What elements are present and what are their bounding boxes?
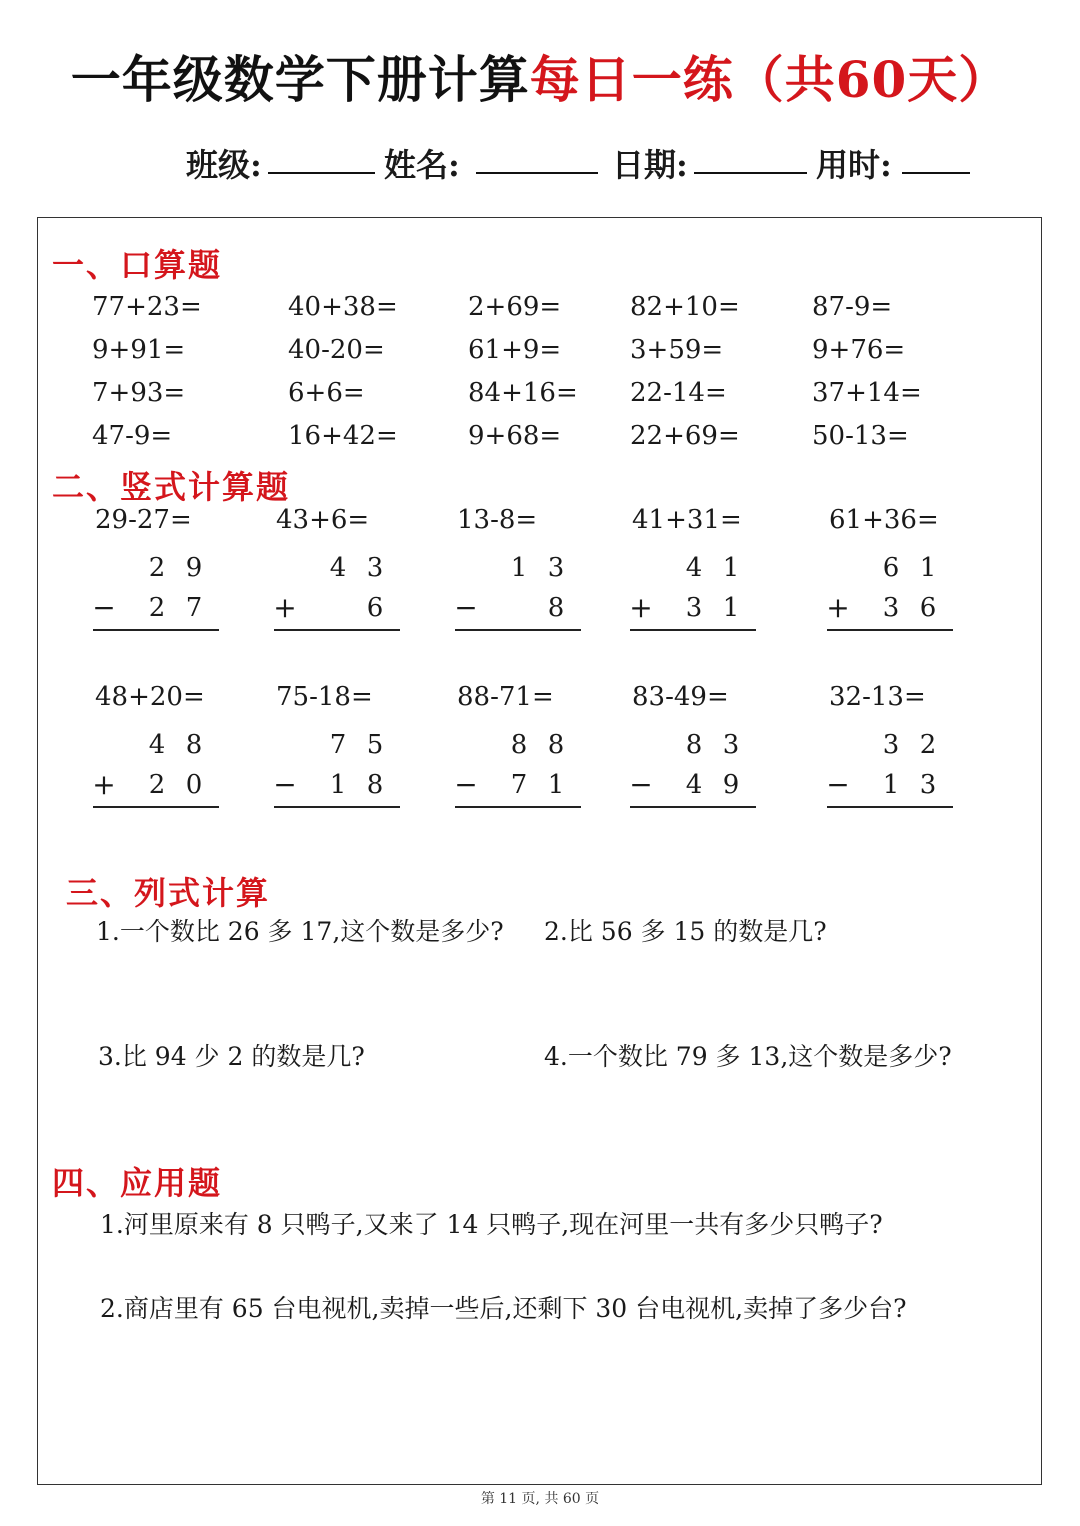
oral-equation: 77+23= (92, 292, 202, 322)
vertical-equation: 88-71= (457, 682, 554, 712)
vertical-answer-line (630, 806, 756, 808)
oral-equation: 16+42= (288, 421, 398, 451)
time-blank[interactable] (902, 172, 970, 174)
vertical-answer-line (93, 629, 219, 631)
vertical-bottom-digit: 3 (882, 593, 900, 623)
vertical-answer-line (455, 629, 581, 631)
page-title (0, 40, 1080, 112)
vertical-equation: 13-8= (457, 505, 538, 535)
vertical-top-digit: 4 (329, 553, 347, 583)
vertical-top-digit: 1 (510, 553, 528, 583)
expression-problem: 1.一个数比 26 多 17,这个数是多少? (96, 917, 504, 946)
vertical-bottom-digit: 6 (366, 593, 384, 623)
vertical-top-digit: 1 (919, 553, 937, 583)
oral-equation: 9+68= (468, 421, 562, 451)
vertical-top-digit: 8 (510, 730, 528, 760)
vertical-top-digit: 3 (722, 730, 740, 760)
vertical-answer-line (827, 806, 953, 808)
vertical-top-digit: 8 (685, 730, 703, 760)
expression-problem: 2.比 56 多 15 的数是几? (544, 917, 827, 946)
vertical-bottom-digit: 1 (547, 770, 565, 800)
oral-equation: 61+9= (468, 335, 562, 365)
vertical-bottom-digit: 9 (722, 770, 740, 800)
vertical-operator: − (273, 768, 297, 801)
vertical-top-digit: 9 (185, 553, 203, 583)
oral-equation: 37+14= (812, 378, 922, 408)
oral-equation: 40+38= (288, 292, 398, 322)
vertical-bottom-digit: 1 (722, 593, 740, 623)
vertical-operator: − (92, 591, 116, 624)
vertical-bottom-digit: 3 (685, 593, 703, 623)
vertical-answer-line (827, 629, 953, 631)
vertical-equation: 29-27= (95, 505, 192, 535)
vertical-top-digit: 4 (685, 553, 703, 583)
vertical-top-digit: 2 (148, 553, 166, 583)
vertical-equation: 48+20= (95, 682, 205, 712)
title-highlight: 每日一练（共60天） (529, 50, 1010, 109)
vertical-operator: + (826, 591, 850, 624)
vertical-top-digit: 1 (722, 553, 740, 583)
vertical-answer-line (274, 629, 400, 631)
oral-equation: 7+93= (92, 378, 186, 408)
expression-problem: 3.比 94 少 2 的数是几? (98, 1042, 365, 1071)
oral-equation: 82+10= (630, 292, 740, 322)
vertical-operator: + (92, 768, 116, 801)
word-problem: 2.商店里有 65 台电视机,卖掉一些后,还剩下 30 台电视机,卖掉了多少台? (100, 1294, 907, 1323)
expression-problem: 4.一个数比 79 多 13,这个数是多少? (544, 1042, 952, 1071)
word-problem: 1.河里原来有 8 只鸭子,又来了 14 只鸭子,现在河里一共有多少只鸭子? (100, 1210, 883, 1239)
vertical-operator: + (273, 591, 297, 624)
vertical-bottom-digit: 8 (366, 770, 384, 800)
section-expression-title: 三、列式计算 (66, 874, 271, 912)
oral-equation: 2+69= (468, 292, 562, 322)
oral-equation: 9+91= (92, 335, 186, 365)
time-label: 用时: (816, 146, 892, 184)
vertical-top-digit: 7 (329, 730, 347, 760)
section-vertical-title: 二、竖式计算题 (52, 468, 291, 506)
vertical-bottom-digit: 1 (882, 770, 900, 800)
vertical-equation: 32-13= (829, 682, 926, 712)
vertical-top-digit: 8 (185, 730, 203, 760)
vertical-equation: 75-18= (276, 682, 373, 712)
vertical-bottom-digit: 2 (148, 593, 166, 623)
oral-equation: 22+69= (630, 421, 740, 451)
name-label: 姓名: (384, 146, 460, 184)
class-blank[interactable] (268, 172, 375, 174)
vertical-top-digit: 6 (882, 553, 900, 583)
vertical-answer-line (274, 806, 400, 808)
oral-equation: 50-13= (812, 421, 909, 451)
vertical-equation: 61+36= (829, 505, 939, 535)
oral-equation: 3+59= (630, 335, 724, 365)
vertical-top-digit: 3 (882, 730, 900, 760)
vertical-equation: 43+6= (276, 505, 370, 535)
vertical-equation: 41+31= (632, 505, 742, 535)
vertical-bottom-digit: 3 (919, 770, 937, 800)
oral-equation: 47-9= (92, 421, 173, 451)
oral-equation: 9+76= (812, 335, 906, 365)
vertical-operator: − (454, 591, 478, 624)
vertical-top-digit: 2 (919, 730, 937, 760)
oral-equation: 22-14= (630, 378, 727, 408)
vertical-bottom-digit: 7 (185, 593, 203, 623)
vertical-top-digit: 3 (366, 553, 384, 583)
vertical-bottom-digit: 6 (919, 593, 937, 623)
title-main: 一年级数学下册计算 (70, 50, 530, 109)
vertical-top-digit: 3 (547, 553, 565, 583)
oral-equation: 87-9= (812, 292, 893, 322)
vertical-bottom-digit: 0 (185, 770, 203, 800)
oral-equation: 84+16= (468, 378, 578, 408)
section-word-title: 四、应用题 (52, 1164, 223, 1202)
vertical-top-digit: 5 (366, 730, 384, 760)
vertical-answer-line (455, 806, 581, 808)
vertical-operator: − (826, 768, 850, 801)
vertical-bottom-digit: 2 (148, 770, 166, 800)
section-oral-title: 一、口算题 (52, 246, 223, 284)
page-footer: 第 11 页, 共 60 页 (480, 1491, 600, 1507)
vertical-bottom-digit: 4 (685, 770, 703, 800)
name-blank[interactable] (476, 172, 598, 174)
vertical-top-digit: 8 (547, 730, 565, 760)
oral-equation: 6+6= (288, 378, 365, 408)
vertical-operator: − (454, 768, 478, 801)
date-blank[interactable] (694, 172, 807, 174)
date-label: 日期: (612, 146, 688, 184)
vertical-equation: 83-49= (632, 682, 729, 712)
vertical-bottom-digit: 7 (510, 770, 528, 800)
vertical-top-digit: 4 (148, 730, 166, 760)
vertical-bottom-digit: 1 (329, 770, 347, 800)
vertical-answer-line (630, 629, 756, 631)
class-label: 班级: (186, 146, 262, 184)
vertical-bottom-digit: 8 (547, 593, 565, 623)
vertical-operator: + (629, 591, 653, 624)
vertical-answer-line (93, 806, 219, 808)
vertical-operator: − (629, 768, 653, 801)
oral-equation: 40-20= (288, 335, 385, 365)
